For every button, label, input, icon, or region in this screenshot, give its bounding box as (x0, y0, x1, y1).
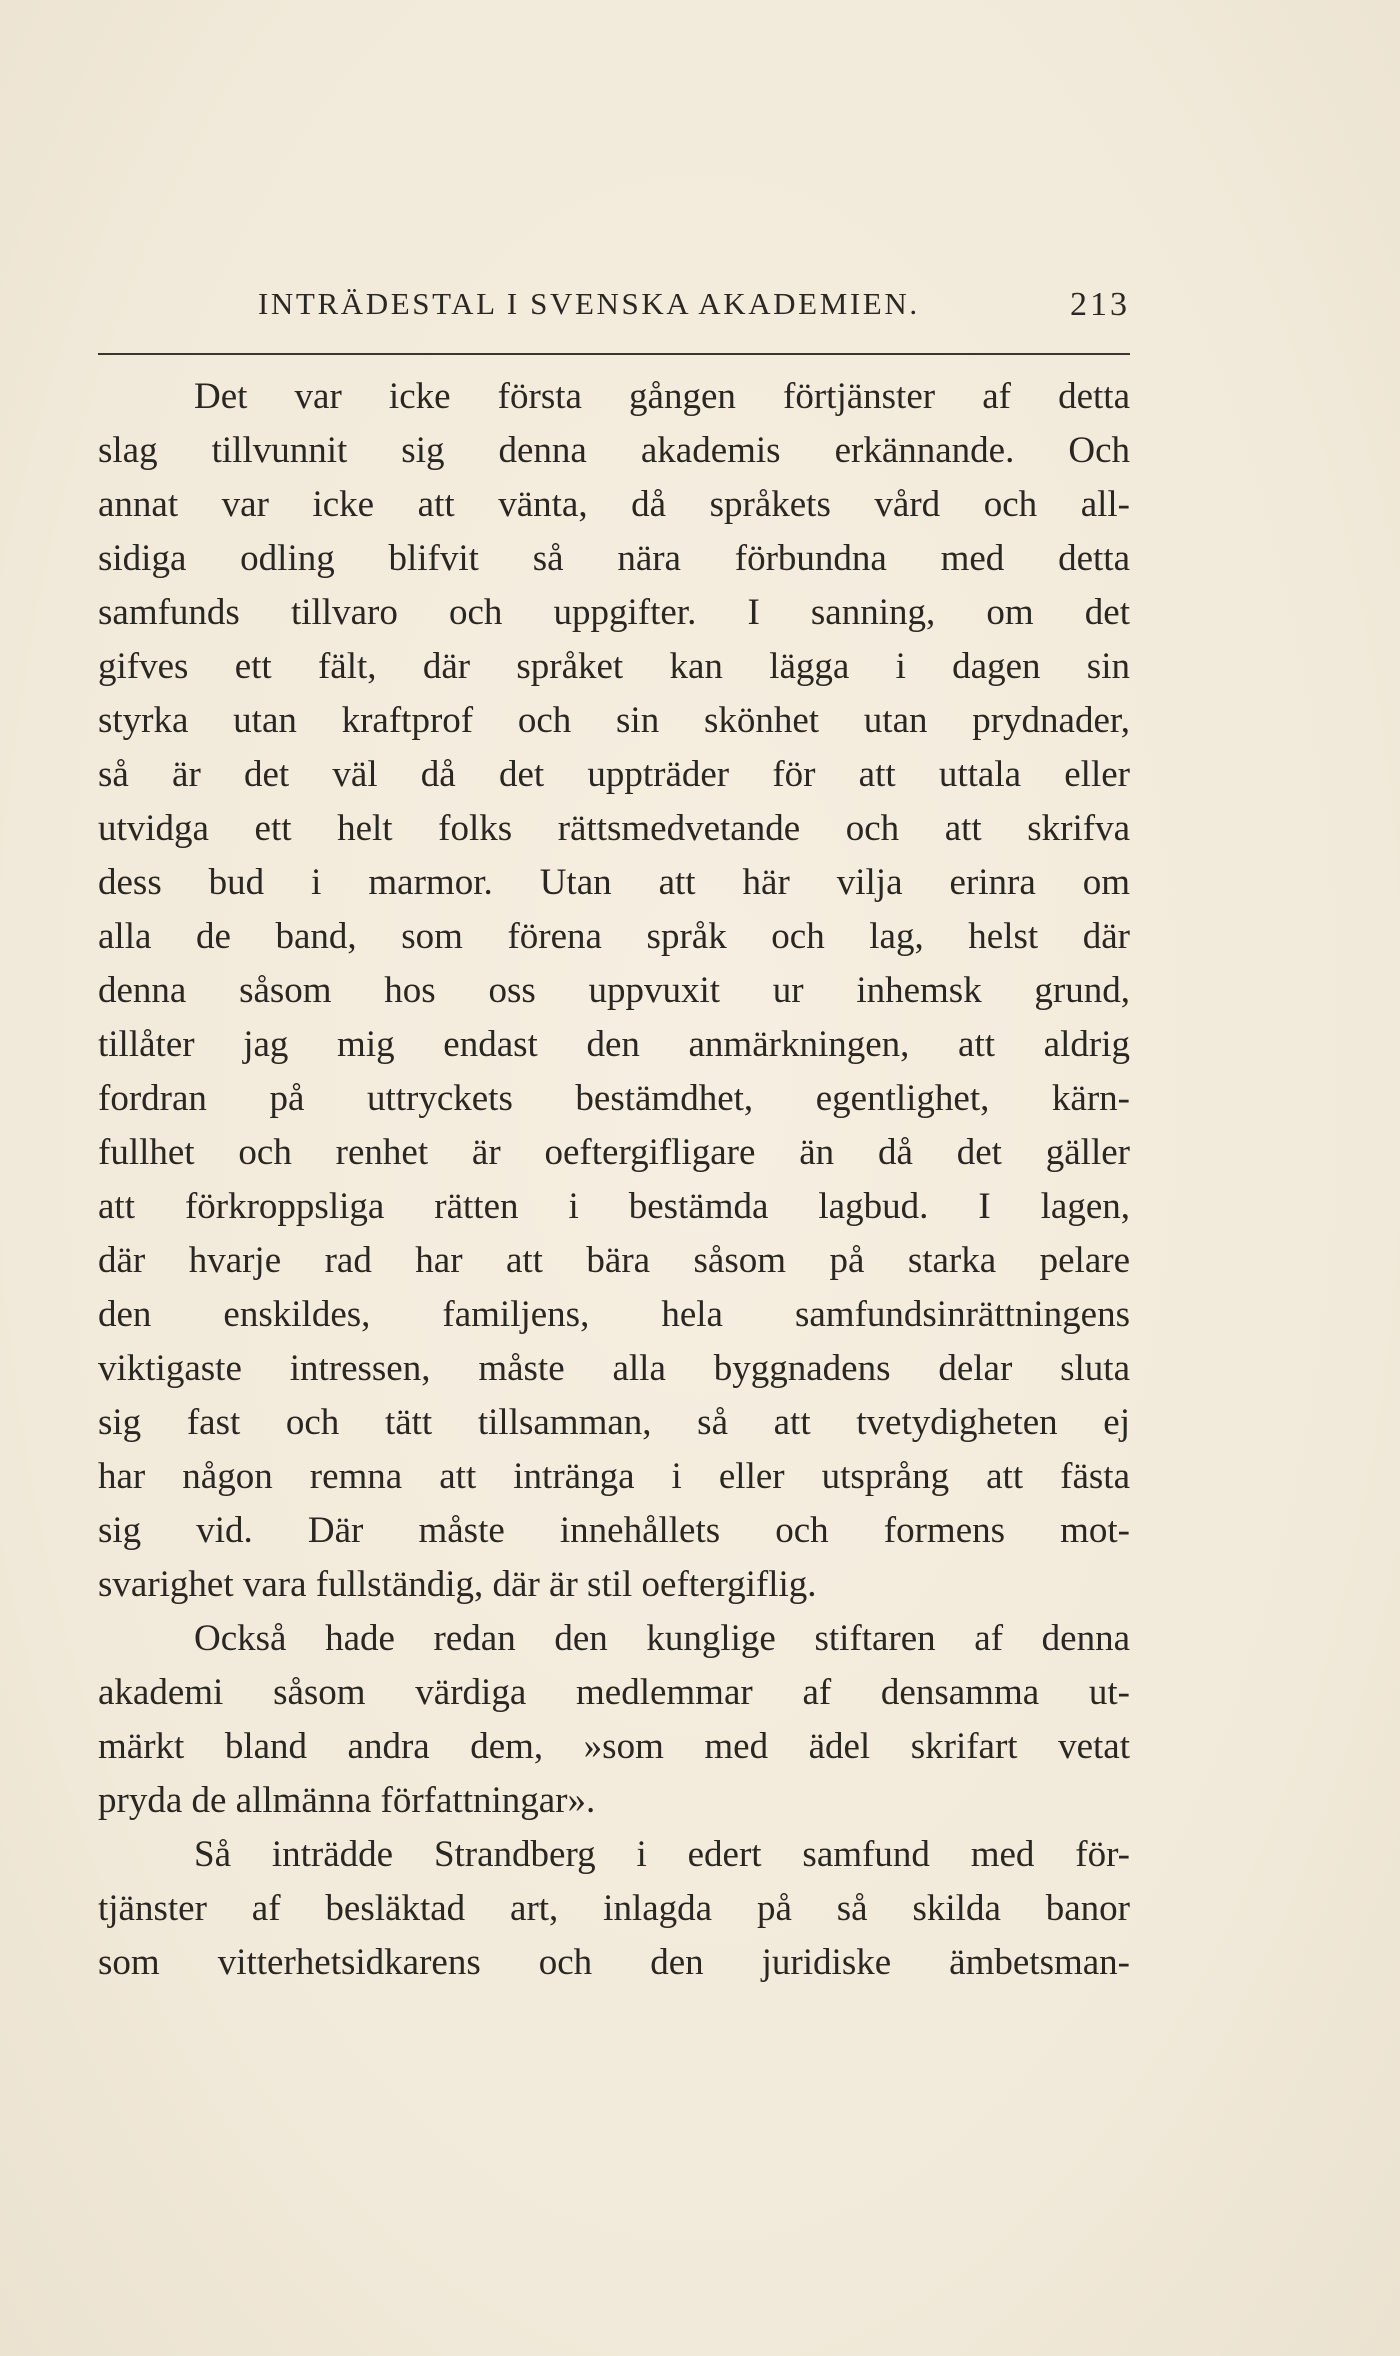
text-line: utvidga ett helt folks rättsmedvetande och att skrifva (98, 808, 1130, 849)
text-line: Också hade redan den kunglige stiftaren af denna (194, 1618, 1130, 1659)
text-line: har någon remna att intränga i eller utsprång att fästa (98, 1456, 1130, 1497)
text-line: Så inträdde Strandberg i edert samfund med för- (194, 1834, 1130, 1875)
text-line: styrka utan kraftprof och sin skönhet utan prydnader, (98, 700, 1130, 741)
text-line: den enskildes, familjens, hela samfundsinrättningens (98, 1294, 1130, 1335)
text-line: märkt bland andra dem, »som med ädel skrifart vetat (98, 1726, 1130, 1767)
text-line: som vitterhetsidkarens och den juridiske ämbetsman- (98, 1942, 1130, 1983)
paragraph-3 (98, 1828, 1130, 1990)
text-line: att förkroppsliga rätten i bestämda lagbud. I lagen, (98, 1186, 1130, 1227)
running-title: INTRÄDESTAL I SVENSKA AKADEMIEN. (258, 286, 920, 321)
text-line: samfunds tillvaro och uppgifter. I sanning, om det (98, 592, 1130, 633)
text-line: annat var icke att vänta, då språkets vård och all- (98, 484, 1130, 525)
paragraph-2 (98, 1612, 1130, 1828)
text-line: denna såsom hos oss uppvuxit ur inhemsk grund, (98, 970, 1130, 1011)
text-line: fullhet och renhet är oeftergifligare än då det gäller (98, 1132, 1130, 1173)
page-number: 213 (1070, 286, 1130, 323)
text-line: slag tillvunnit sig denna akademis erkännande. Och (98, 430, 1130, 471)
text-line: fordran på uttryckets bestämdhet, egentlighet, kärn- (98, 1078, 1130, 1119)
paragraph-1 (98, 370, 1130, 1612)
text-line: tjänster af besläktad art, inlagda på så skilda banor (98, 1888, 1130, 1929)
text-line: akademi såsom värdiga medlemmar af densamma ut- (98, 1672, 1130, 1713)
page-header (98, 286, 1130, 336)
text-line: där hvarje rad har att bära såsom på starka pelare (98, 1240, 1130, 1281)
text-line: sig vid. Där måste innehållets och formens mot- (98, 1510, 1130, 1551)
text-line: pryda de allmänna författningar». (98, 1780, 596, 1821)
text-line: sig fast och tätt tillsamman, så att tvetydigheten ej (98, 1402, 1130, 1443)
text-line: svarighet vara fullständig, där är stil oeftergiflig. (98, 1564, 817, 1605)
body-text (98, 370, 1130, 1990)
text-line: Det var icke första gången förtjänster af detta (194, 376, 1130, 417)
text-line: dess bud i marmor. Utan att här vilja erinra om (98, 862, 1130, 903)
text-line: så är det väl då det uppträder för att uttala eller (98, 754, 1130, 795)
text-line: alla de band, som förena språk och lag, helst där (98, 916, 1130, 957)
text-line: gifves ett fält, där språket kan lägga i dagen sin (98, 646, 1130, 687)
text-line: tillåter jag mig endast den anmärkningen, att aldrig (98, 1024, 1130, 1065)
text-line: sidiga odling blifvit så nära förbundna med detta (98, 538, 1130, 579)
text-line: viktigaste intressen, måste alla byggnadens delar sluta (98, 1348, 1130, 1389)
header-rule (98, 353, 1130, 355)
